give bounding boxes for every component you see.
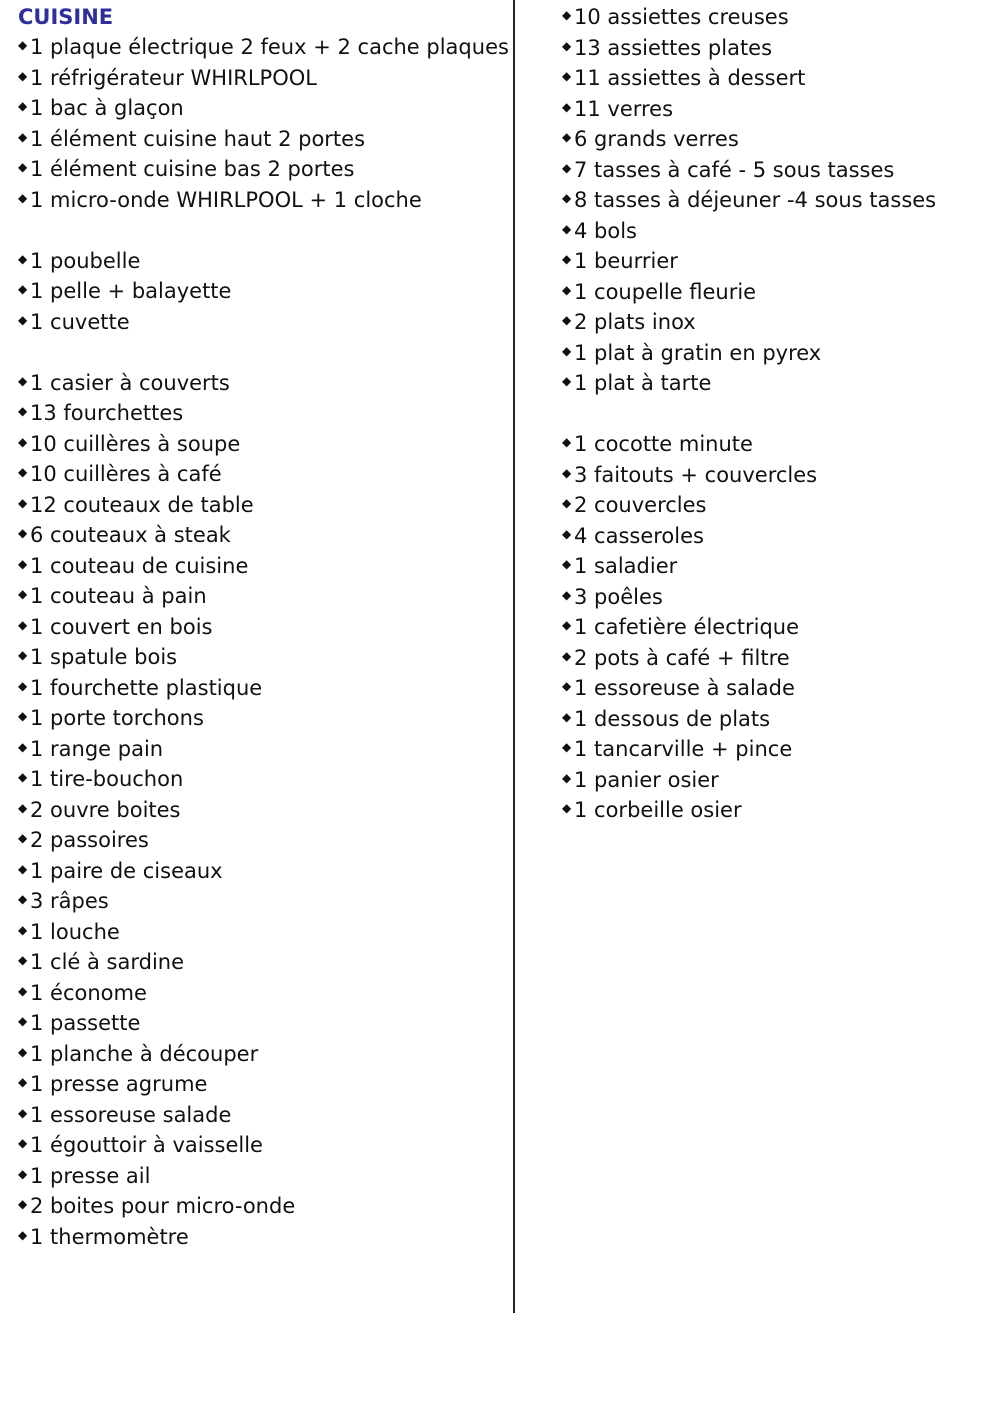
list-item bbox=[18, 429, 509, 460]
bullet-icon: ◆ bbox=[18, 770, 28, 784]
bullet-icon: ◆ bbox=[18, 739, 28, 754]
list-item bbox=[18, 825, 509, 856]
bullet-icon: ◆ bbox=[18, 1197, 28, 1211]
list-item-label: 1 saladier bbox=[574, 554, 678, 578]
list-item-label: 1 bac à glaçon bbox=[30, 96, 184, 120]
list-item-label: 10 cuillères à café bbox=[30, 462, 222, 486]
bullet-icon: ◆ bbox=[18, 129, 28, 144]
list-item-label: 11 verres bbox=[574, 96, 674, 121]
bullet-icon: ◆ bbox=[18, 1227, 28, 1242]
list-item bbox=[562, 490, 936, 521]
bullet-icon: ◆ bbox=[18, 160, 28, 174]
bullet-icon: ◆ bbox=[562, 160, 572, 175]
bullet-icon: ◆ bbox=[18, 312, 28, 327]
bullet-icon: ◆ bbox=[562, 38, 572, 53]
list-item bbox=[18, 642, 509, 673]
bullet-icon: ◆ bbox=[562, 740, 572, 754]
bullet-icon: ◆ bbox=[562, 8, 572, 22]
list-item bbox=[562, 216, 936, 247]
list-item-label: 1 couvert en bois bbox=[30, 614, 213, 639]
column-divider bbox=[513, 0, 515, 1313]
bullet-icon: ◆ bbox=[18, 1105, 28, 1120]
list-spacer bbox=[562, 399, 936, 430]
bullet-icon: ◆ bbox=[562, 465, 572, 480]
list-item bbox=[562, 521, 936, 552]
list-item bbox=[562, 704, 936, 735]
list-item bbox=[18, 1069, 509, 1100]
list-item bbox=[18, 459, 509, 490]
bullet-icon: ◆ bbox=[18, 678, 28, 693]
bullet-icon: ◆ bbox=[18, 495, 28, 510]
bullet-icon: ◆ bbox=[18, 953, 28, 967]
list-item bbox=[562, 94, 936, 125]
list-item-label: 1 spatule bois bbox=[30, 645, 178, 669]
bullet-icon: ◆ bbox=[18, 800, 28, 815]
list-item-label: 1 porte torchons bbox=[30, 706, 204, 730]
list-item-label: 1 cocotte minute bbox=[574, 432, 753, 456]
list-item bbox=[562, 185, 936, 216]
list-item-label: 1 range pain bbox=[30, 736, 164, 761]
list-item bbox=[18, 856, 509, 887]
bullet-icon: ◆ bbox=[562, 648, 572, 663]
list-item bbox=[562, 612, 936, 643]
list-item bbox=[562, 63, 936, 94]
list-item bbox=[18, 63, 509, 94]
bullet-icon: ◆ bbox=[562, 313, 572, 327]
list-item-label: 1 cuvette bbox=[30, 309, 130, 334]
bullet-icon: ◆ bbox=[18, 892, 28, 906]
list-item-label: 1 presse ail bbox=[30, 1163, 151, 1188]
list-item bbox=[18, 398, 509, 429]
list-item bbox=[18, 1130, 509, 1161]
bullet-icon: ◆ bbox=[562, 435, 572, 449]
list-item-label: 8 tasses à déjeuner -4 sous tasses bbox=[574, 188, 937, 212]
list-item bbox=[562, 460, 936, 491]
list-item-label: 1 passette bbox=[30, 1011, 141, 1035]
list-item bbox=[562, 33, 936, 64]
bullet-icon: ◆ bbox=[562, 130, 572, 144]
list-item-label: 3 râpes bbox=[30, 889, 109, 913]
bullet-icon: ◆ bbox=[18, 1075, 28, 1089]
list-spacer bbox=[18, 215, 509, 246]
list-item bbox=[562, 338, 936, 369]
bullet-icon: ◆ bbox=[18, 38, 28, 52]
list-item-label: 1 clé à sardine bbox=[30, 950, 185, 974]
list-item-label: 1 thermomètre bbox=[30, 1224, 189, 1249]
bullet-icon: ◆ bbox=[18, 404, 28, 418]
section-title: CUISINE bbox=[18, 5, 114, 29]
list-item bbox=[18, 368, 509, 399]
list-item-label: 2 plats inox bbox=[574, 310, 696, 334]
bullet-icon: ◆ bbox=[18, 861, 28, 876]
list-item bbox=[18, 154, 509, 185]
list-item-label: 6 couteaux à steak bbox=[30, 523, 231, 547]
list-item bbox=[18, 703, 509, 734]
list-item bbox=[18, 93, 509, 124]
list-item-label: 1 tire-bouchon bbox=[30, 767, 184, 791]
list-item bbox=[562, 734, 936, 765]
list-item-label: 3 faitouts + couvercles bbox=[574, 462, 818, 487]
list-item bbox=[18, 490, 509, 521]
bullet-icon: ◆ bbox=[18, 1044, 28, 1059]
list-item bbox=[562, 673, 936, 704]
list-item-label: 2 ouvre boites bbox=[30, 797, 181, 822]
left-item-list bbox=[18, 32, 509, 1252]
bullet-icon: ◆ bbox=[562, 343, 572, 358]
bullet-icon: ◆ bbox=[562, 221, 572, 236]
list-item-label: 1 paire de ciseaux bbox=[30, 858, 223, 883]
list-item bbox=[562, 246, 936, 277]
list-item-label: 1 élément cuisine haut 2 portes bbox=[30, 126, 366, 151]
bullet-icon: ◆ bbox=[18, 68, 28, 83]
bullet-icon: ◆ bbox=[562, 557, 572, 571]
list-item-label: 13 assiettes plates bbox=[574, 35, 773, 60]
list-item-label: 6 grands verres bbox=[574, 127, 739, 151]
list-item bbox=[562, 307, 936, 338]
list-item-label: 12 couteaux de table bbox=[30, 492, 254, 517]
bullet-icon: ◆ bbox=[562, 69, 572, 83]
bullet-icon: ◆ bbox=[562, 282, 572, 297]
list-item-label: 1 économe bbox=[30, 980, 147, 1005]
list-item bbox=[18, 276, 509, 307]
bullet-icon: ◆ bbox=[18, 922, 28, 937]
list-item bbox=[18, 185, 509, 216]
list-item bbox=[562, 124, 936, 155]
list-item-label: 1 couteau de cuisine bbox=[30, 553, 249, 578]
list-item-label: 1 presse agrume bbox=[30, 1072, 208, 1096]
bullet-icon: ◆ bbox=[18, 190, 28, 205]
list-item bbox=[562, 429, 936, 460]
list-item-label: 1 essoreuse salade bbox=[30, 1102, 232, 1127]
bullet-icon: ◆ bbox=[18, 983, 28, 998]
list-item bbox=[18, 734, 509, 765]
list-item-label: 1 corbeille osier bbox=[574, 798, 742, 822]
bullet-icon: ◆ bbox=[18, 617, 28, 632]
list-item-label: 4 bols bbox=[574, 218, 637, 243]
bullet-icon: ◆ bbox=[18, 373, 28, 388]
list-item bbox=[562, 643, 936, 674]
list-item-label: 1 beurrier bbox=[574, 249, 678, 273]
bullet-icon: ◆ bbox=[18, 526, 28, 540]
list-item-label: 1 poubelle bbox=[30, 248, 141, 273]
list-item-label: 10 assiettes creuses bbox=[574, 5, 789, 29]
list-item bbox=[18, 246, 509, 277]
list-item bbox=[562, 765, 936, 796]
list-item bbox=[18, 520, 509, 551]
list-item-label: 1 égouttoir à vaisselle bbox=[30, 1133, 263, 1157]
bullet-icon: ◆ bbox=[562, 709, 572, 724]
bullet-icon: ◆ bbox=[18, 282, 28, 296]
list-spacer bbox=[18, 337, 509, 368]
bullet-icon: ◆ bbox=[18, 648, 28, 662]
list-item bbox=[18, 581, 509, 612]
list-item-label: 1 couteau à pain bbox=[30, 584, 207, 608]
bullet-icon: ◆ bbox=[562, 191, 572, 205]
list-item bbox=[18, 1161, 509, 1192]
list-item-label: 2 pots à café + filtre bbox=[574, 645, 790, 670]
list-item-label: 1 dessous de plats bbox=[574, 706, 771, 731]
bullet-icon: ◆ bbox=[18, 99, 28, 113]
list-item-label: 1 planche à découper bbox=[30, 1041, 259, 1066]
bullet-icon: ◆ bbox=[562, 374, 572, 388]
list-item bbox=[18, 32, 509, 63]
right-item-list bbox=[562, 2, 936, 826]
bullet-icon: ◆ bbox=[562, 679, 572, 693]
list-item bbox=[562, 2, 936, 33]
list-item bbox=[18, 551, 509, 582]
bullet-icon: ◆ bbox=[18, 1014, 28, 1028]
list-item-label: 1 plat à gratin en pyrex bbox=[574, 340, 822, 365]
list-item bbox=[18, 886, 509, 917]
list-item bbox=[18, 1191, 509, 1222]
bullet-icon: ◆ bbox=[562, 801, 572, 815]
list-item-label: 2 couvercles bbox=[574, 493, 707, 517]
list-item-label: 10 cuillères à soupe bbox=[30, 431, 241, 456]
list-item-label: 1 essoreuse à salade bbox=[574, 676, 795, 700]
bullet-icon: ◆ bbox=[18, 1166, 28, 1181]
list-item bbox=[18, 1100, 509, 1131]
bullet-icon: ◆ bbox=[562, 496, 572, 510]
bullet-icon: ◆ bbox=[18, 709, 28, 723]
list-item bbox=[562, 155, 936, 186]
bullet-icon: ◆ bbox=[562, 618, 572, 632]
list-item-label: 1 plaque électrique 2 feux + 2 cache plaques bbox=[30, 35, 509, 59]
list-item-label: 1 louche bbox=[30, 919, 120, 944]
list-item bbox=[18, 1222, 509, 1253]
bullet-icon: ◆ bbox=[562, 770, 572, 785]
bullet-icon: ◆ bbox=[562, 99, 572, 114]
list-item-label: 1 casier à couverts bbox=[30, 370, 230, 395]
list-item bbox=[18, 124, 509, 155]
list-item bbox=[18, 795, 509, 826]
bullet-icon: ◆ bbox=[18, 465, 28, 479]
list-item-label: 1 cafetière électrique bbox=[574, 615, 800, 639]
bullet-icon: ◆ bbox=[18, 556, 28, 571]
list-item bbox=[18, 764, 509, 795]
list-item bbox=[18, 673, 509, 704]
list-item bbox=[18, 307, 509, 338]
list-item bbox=[562, 368, 936, 399]
bullet-icon: ◆ bbox=[18, 831, 28, 845]
bullet-icon: ◆ bbox=[18, 587, 28, 601]
bullet-icon: ◆ bbox=[18, 251, 28, 266]
list-item bbox=[18, 1008, 509, 1039]
list-item bbox=[18, 1039, 509, 1070]
list-item-label: 3 poêles bbox=[574, 584, 663, 609]
list-item-label: 2 boites pour micro-onde bbox=[30, 1194, 296, 1218]
list-item bbox=[562, 551, 936, 582]
list-item-label: 7 tasses à café - 5 sous tasses bbox=[574, 157, 895, 182]
bullet-icon: ◆ bbox=[18, 1136, 28, 1150]
list-item-label: 1 micro-onde WHIRLPOOL + 1 cloche bbox=[30, 187, 422, 212]
list-item-label: 1 coupelle fleurie bbox=[574, 279, 757, 304]
bullet-icon: ◆ bbox=[562, 587, 572, 602]
list-item bbox=[18, 978, 509, 1009]
list-item-label: 1 plat à tarte bbox=[574, 371, 712, 395]
bullet-icon: ◆ bbox=[562, 526, 572, 541]
list-item-label: 4 casseroles bbox=[574, 523, 704, 548]
list-item-label: 13 fourchettes bbox=[30, 401, 184, 425]
list-item-label: 1 pelle + balayette bbox=[30, 279, 232, 303]
list-item-label: 2 passoires bbox=[30, 828, 149, 852]
list-item bbox=[18, 612, 509, 643]
list-item bbox=[18, 947, 509, 978]
list-item-label: 1 panier osier bbox=[574, 767, 719, 792]
list-item-label: 1 élément cuisine bas 2 portes bbox=[30, 157, 355, 181]
bullet-icon: ◆ bbox=[562, 252, 572, 266]
list-item-label: 1 tancarville + pince bbox=[574, 737, 793, 761]
list-item-label: 1 réfrigérateur WHIRLPOOL bbox=[30, 65, 317, 90]
list-item bbox=[562, 795, 936, 826]
list-item bbox=[562, 582, 936, 613]
list-item-label: 11 assiettes à dessert bbox=[574, 66, 806, 90]
list-item-label: 1 fourchette plastique bbox=[30, 675, 263, 700]
list-item bbox=[562, 277, 936, 308]
bullet-icon: ◆ bbox=[18, 434, 28, 449]
list-item bbox=[18, 917, 509, 948]
